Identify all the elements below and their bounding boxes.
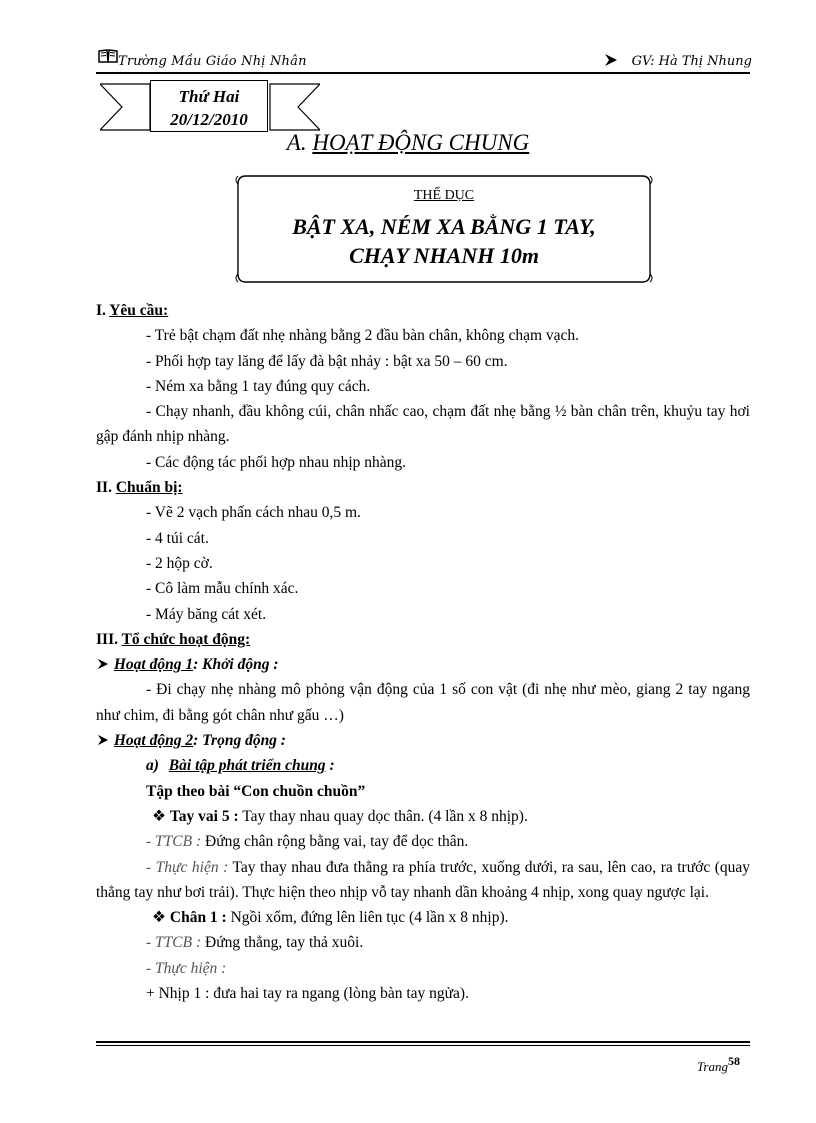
ex2-step1: + Nhịp 1 : đưa hai tay ra ngang (lòng bàn tay ngửa). [146,985,469,1003]
footer-divider-thin [96,1045,750,1046]
part2-item: - 4 túi cát. [146,529,209,547]
activity1-heading [96,652,750,677]
part1-item: - Ném xa bằng 1 tay đúng quy cách. [146,377,371,395]
ex1-th-label: - Thực hiện : [146,858,229,876]
ex1-title: Tay vai 5 : [169,807,239,825]
sub-a-heading [96,753,750,778]
subject-title [234,212,654,270]
ex2-ttcb [96,930,750,955]
header-divider [96,72,750,74]
ex1-th-text: Tay thay nhau đưa thẳng ra phía trước, xuống dưới, ra sau, lên cao, ra trước (quay thẳng tay như bơi trải). Thực hiện theo nhịp vỗ tay nhanh dần khoảng 4 nhịp, xong quay ngược lại. [96,858,750,901]
sub-a-prefix: a) [146,757,159,775]
date-day: Thứ Hai [178,87,240,106]
ex2-ttcb-text: Đứng thẳng, tay thả xuôi. [201,934,364,952]
part2-title: Chuẩn bị: [115,479,183,497]
ex2-thuchien [96,956,750,981]
ex2-line [96,905,750,930]
subject-title-line1: BẬT XA, NÉM XA BẰNG 1 TAY, [292,214,596,239]
sub-a-title: Bài tập phát triển chung [168,757,326,775]
part1-title: Yêu cầu: [109,302,169,319]
part1-item: - Trẻ bật chạm đất nhẹ nhàng bằng 2 đầu bàn chân, không chạm vạch. [146,327,580,345]
part1-item: - Chạy nhanh, đầu không cúi, chân nhấc cao, chạm đất nhẹ bằng ½ bàn chân trên, khuỷu tay hơi gập đánh nhịp nhàng. [96,403,750,446]
footer-divider [96,1041,750,1043]
date-box [150,80,268,132]
header-teacher: GV: Hà Thị Nhung [631,54,752,69]
subject-title-line2: CHẠY NHANH 10m [349,243,539,268]
part1-heading [96,298,750,323]
book-icon [98,48,118,64]
activity1-text: - Đi chạy nhẹ nhàng mô phỏng vận động của 1 số con vật (đi nhẹ như mèo, giang 2 tay ngang như chim, đi bằng gót chân như gấu …) [96,681,750,724]
part2-item: - 2 hộp cờ. [146,554,213,572]
page-number [697,1054,740,1075]
activity1-label: Hoạt động 1 [113,656,194,674]
ex2-th-label: - Thực hiện : [146,959,227,977]
header-school: Trường Mầu Giáo Nhị Nhân [118,54,307,69]
diamond-bullet-icon: ❖ [152,807,166,825]
part2-item: - Vẽ 2 vạch phấn cách nhau 0,5 m. [146,504,361,522]
activity2-heading [96,728,750,753]
ex1-desc: Tay thay nhau quay dọc thân. (4 lần x 8 nhịp). [238,807,528,825]
subject-box [234,172,654,286]
date-value: 20/12/2010 [170,110,248,129]
ex2-ttcb-label: - TTCB : [146,934,202,952]
activity2-label: Hoạt động 2 [113,732,194,750]
part3-title: Tổ chức hoạt động: [121,630,251,648]
part2-heading [96,475,750,500]
part1-item: - Các động tác phối hợp nhau nhịp nhàng. [146,453,407,471]
part2-num: II. [96,479,112,497]
arrow-bullet-icon [604,53,618,67]
part3-heading [96,627,750,652]
section-prefix: A. [286,130,307,155]
ex1-ttcb-label: - TTCB : [146,833,202,851]
ex1-thuchien [96,855,750,906]
activity1-rest: : Khởi động : [193,656,279,674]
activity2-rest: : Trọng động : [193,732,286,750]
diamond-bullet-icon: ❖ [152,909,166,927]
part2-item: - Máy băng cát xét. [146,605,267,623]
exercise-song: Tập theo bài “Con chuồn chuồn” [146,782,366,800]
ex2-desc: Ngồi xổm, đứng lên liên tục (4 lần x 8 nhịp). [226,909,509,927]
ex1-ttcb [96,829,750,854]
arrow-bullet-icon [96,658,110,670]
section-title: HOẠT ĐỘNG CHUNG [312,130,530,155]
page-label: Trang [696,1059,728,1074]
sub-a-colon: : [329,757,335,775]
arrow-bullet-icon [96,734,110,746]
part1-item: - Phối hợp tay lăng để lấy đà bật nhảy : bật xa 50 – 60 cm. [146,352,508,370]
ex2-title: Chân 1 : [169,909,227,927]
page-number-value: 58 [728,1054,740,1068]
part2-item: - Cô làm mẫu chính xác. [146,580,299,598]
ex1-line [96,804,750,829]
section-heading [0,130,816,156]
document-body [96,298,750,1006]
subject-label: THỂ DỤC [413,188,475,203]
part1-num: I. [96,302,106,319]
ex1-ttcb-text: Đứng chân rộng bằng vai, tay để dọc thân. [201,833,469,851]
part3-num: III. [96,630,118,648]
